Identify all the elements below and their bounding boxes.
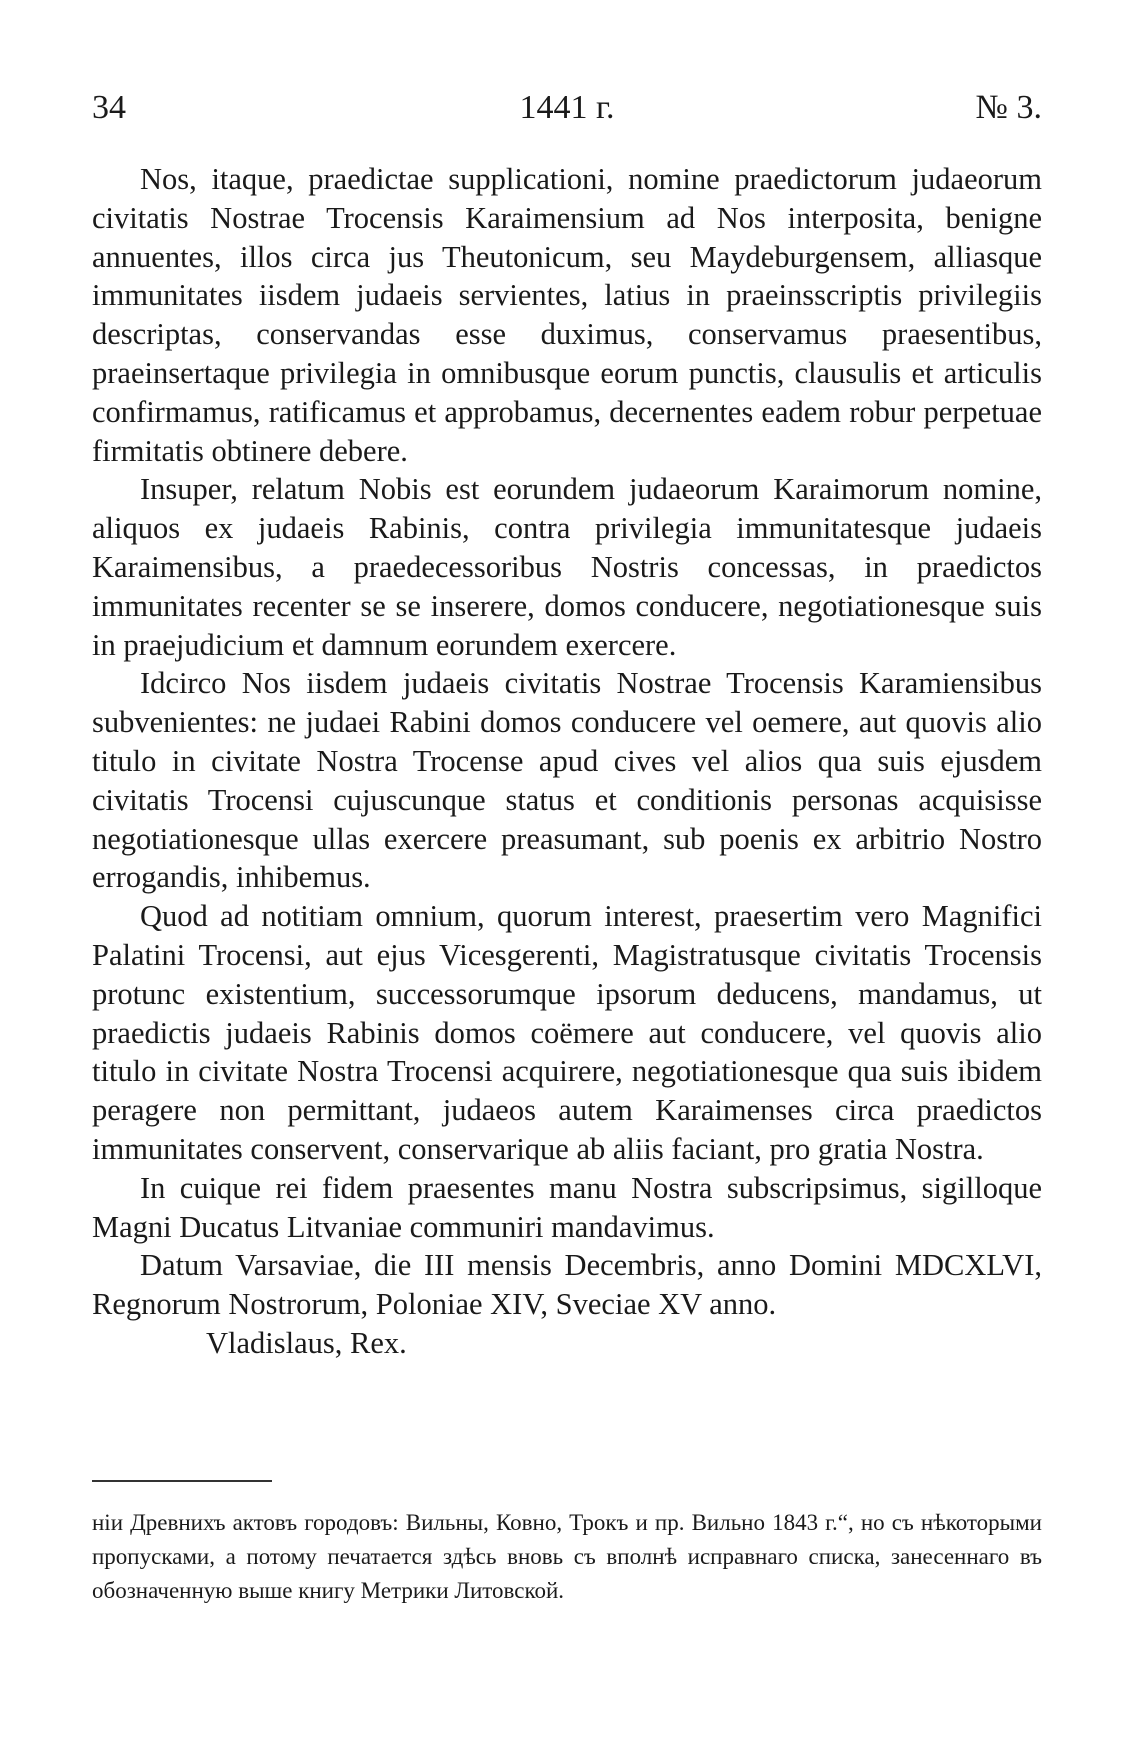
body-paragraph: Idcirco Nos iisdem judaeis civitatis Nostrae Trocensis Karamiensibus subvenientes: ne judaei Rabini domos conducere vel oemere, aut quovis alio titulo in civitate Nostra Trocense apud cives vel alios qua suis ejusdem civitatis Trocensi cujuscunque status et conditionis personas acquisisse negotiationesque ullas exercere preasumant, sub poenis ex arbitrio Nostro errogandis, inhibemus. xyxy=(92,666,1042,895)
document-year: 1441 г. xyxy=(519,89,615,126)
body-paragraph: Nos, itaque, praedictae supplicationi, nomine praedictorum judaeorum civitatis Nostrae Trocensis Karaimensium ad Nos interposita, benigne annuentes, illos circa jus Theutonicum, seu Maydeburgensem, alliasque immunitates iisdem judaeis servientes, latius in praeinsscriptis privilegiis descriptas, conservandas esse duximus, conservamus praesentibus, praeinsertaque privilegia in omnibusque eorum punctis, clausulis et articulis confirmamus, ratificamus et approbamus, decernentes eadem robur perpetuae firmitatis obtinere debere. xyxy=(92,162,1042,468)
body-paragraph: Quod ad notitiam omnium, quorum interest, praesertim vero Magnifici Palatini Trocensi, aut ejus Vicesgerenti, Magistratusque civitatis Trocensis protunc existentium, successorumque ipsorum deducens, mandamus, ut praedictis judaeis Rabinis domos coëmere aut conducere, vel quovis alio titulo in civitate Nostra Trocensi acquirere, negotiationesque qua suis ibidem peragere non permittant, judaeos autem Karaimenses circa praedictos immunitates conservent, conservarique ab aliis faciant, pro gratia Nostra. xyxy=(92,899,1042,1166)
signature-line: Vladislaus, Rex. xyxy=(206,1325,407,1360)
body-paragraph: Insuper, relatum Nobis est eorundem judaeorum Karaimorum nomine, aliquos ex judaeis Rabinis, contra privilegia immunitatesque judaeis Karaimensibus, a praedecessoribus Nostris concessas, in praedictos immunitates recenter se se inserere, domos conducere, negotiationesque suis in praejudicium et damnum eorundem exercere. xyxy=(92,472,1042,662)
page-number: 34 xyxy=(92,89,126,126)
body-paragraph: In cuique rei fidem praesentes manu Nostra subscripsimus, sigilloque Magni Ducatus Litvaniae communiri mandavimus. xyxy=(92,1170,1042,1244)
body-paragraph: Datum Varsaviae, die III mensis Decembris, anno Domini MDCXLVI, Regnorum Nostrorum, Poloniae XIV, Sveciae XV anno. xyxy=(92,1248,1042,1322)
footnote: ніи Древнихъ актовъ городовъ: Вильны, Ковно, Трокъ и пр. Вильно 1843 г.“, но съ нѣкоторыми пропусками, а потому печатается здѣсь вновь съ вполнѣ исправнаго списка, занесеннаго въ обозначенную выше книгу Метрики Литовской. xyxy=(92,1510,1042,1603)
document-body xyxy=(92,160,1042,1363)
running-header xyxy=(92,88,1042,128)
document-number: № 3. xyxy=(975,89,1042,126)
footnote-divider xyxy=(92,1480,272,1482)
